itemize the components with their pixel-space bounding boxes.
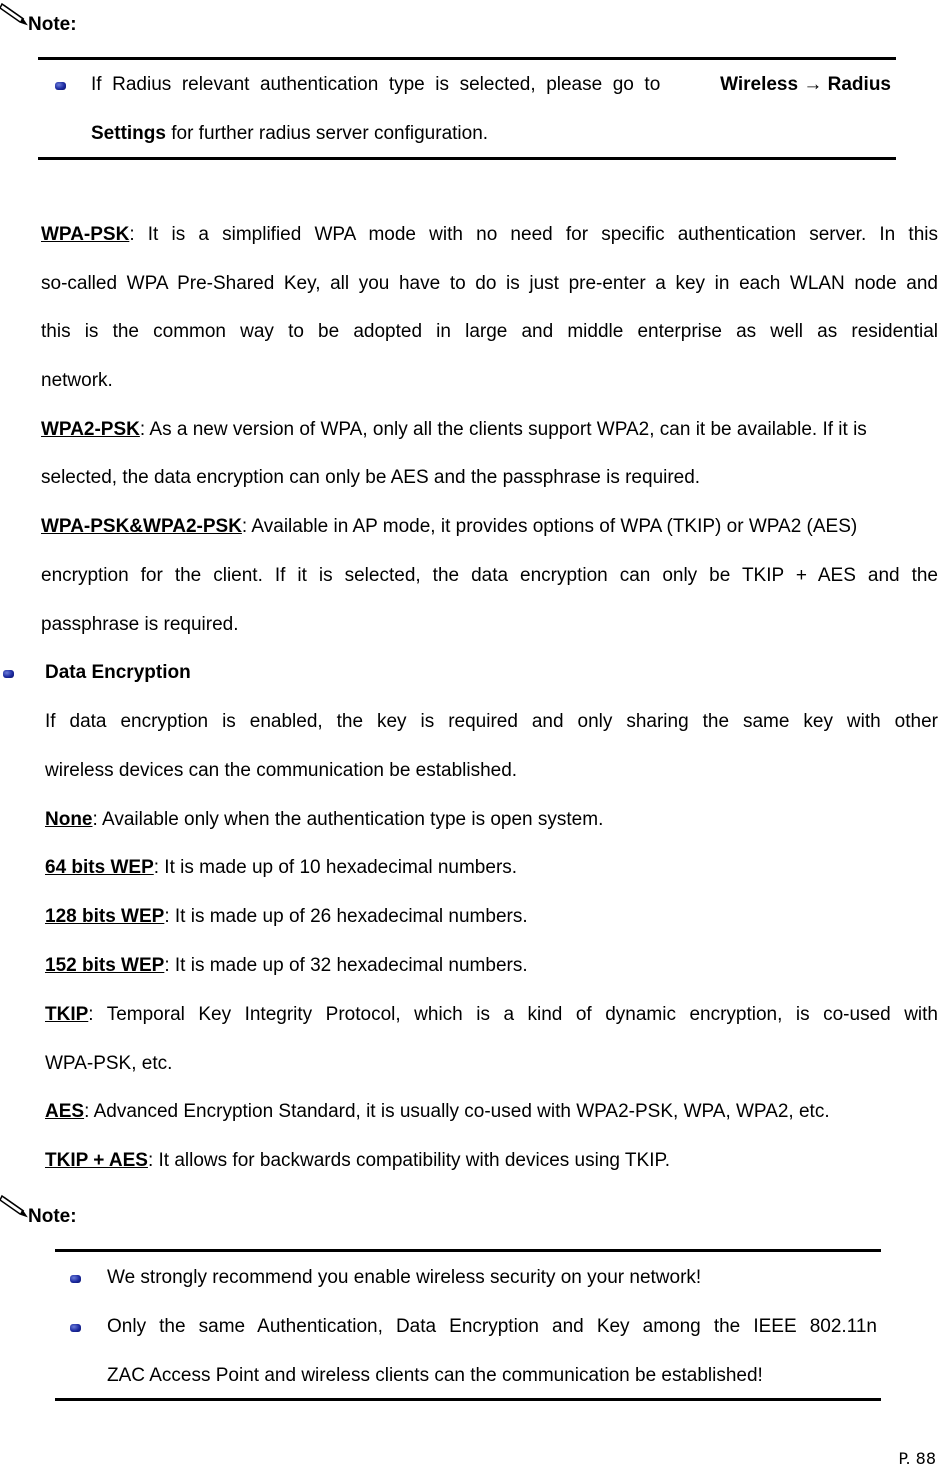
data-encryption-heading: Data Encryption [45,662,191,683]
wpa-psk-line2: so-called WPA Pre-Shared Key, all you have to do is just pre-enter a key in each WLAN node and [41,273,938,294]
page-number: P. 88 [898,1449,936,1468]
pencil-icon [0,1194,28,1220]
note-rule-bottom [38,157,896,160]
bullet-icon [70,1275,81,1283]
data-encryption-intro1: If data encryption is enabled, the key is required and only sharing the same key with other [45,711,938,732]
data-encryption-intro2: wireless devices can the communication be established. [45,760,518,781]
wep128-line: 128 bits WEP: It is made up of 26 hexadecimal numbers. [45,906,528,927]
note-label: Note: [28,14,77,35]
tkip-line2: WPA-PSK, etc. [45,1053,173,1074]
wep64-line: 64 bits WEP: It is made up of 10 hexadecimal numbers. [45,857,518,878]
wpa-psk-term: WPA-PSK [41,224,130,245]
note2-bullet1: We strongly recommend you enable wireless security on your network! [107,1267,702,1288]
note-label: Note: [28,1206,77,1227]
pencil-icon [0,2,28,28]
note1-line1: If Radius relevant authentication type is selected, please go to Wireless → Radius [91,74,891,95]
wpa-wpa2-psk-line2: encryption for the client. If it is selected, the data encryption can only be TKIP + AES and the [41,565,938,586]
wpa-psk-line3: this is the common way to be adopted in large and middle enterprise as well as residential [41,321,938,342]
note2-bullet2-line1: Only the same Authentication, Data Encryption and Key among the IEEE 802.11n [107,1316,877,1337]
note-rule-top [38,57,896,60]
note1-line2: Settings for further radius server configuration. [91,123,489,144]
wpa2-psk-term: WPA2-PSK [41,419,140,440]
bullet-icon [55,82,66,90]
aes-line: AES: Advanced Encryption Standard, it is usually co-used with WPA2-PSK, WPA, WPA2, etc. [45,1101,830,1122]
wpa2-psk-line2: selected, the data encryption can only be AES and the passphrase is required. [41,467,701,488]
wpa-wpa2-psk-line1: WPA-PSK&WPA2-PSK : Available in AP mode, it provides options of WPA (TKIP) or WPA2 (AES) [41,516,858,537]
tkip-aes-line: TKIP + AES: It allows for backwards compatibility with devices using TKIP. [45,1150,670,1171]
bullet-icon [70,1324,81,1332]
wpa-wpa2-psk-line3: passphrase is required. [41,614,239,635]
none-line: None: Available only when the authentication type is open system. [45,809,604,830]
note-header-1 [0,2,77,36]
note2-bullet2-line2: ZAC Access Point and wireless clients can the communication be established! [107,1365,763,1386]
arrow-icon: → [803,74,823,95]
tkip-line1: TKIP : Temporal Key Integrity Protocol, which is a kind of dynamic encryption, is co-used with [45,1004,938,1025]
note2-rule-top [55,1249,881,1252]
bullet-icon [3,670,14,678]
wpa-wpa2-psk-term: WPA-PSK&WPA2-PSK [41,516,242,537]
wep152-line: 152 bits WEP: It is made up of 32 hexadecimal numbers. [45,955,528,976]
wpa-psk-line1: WPA-PSK : It is a simplified WPA mode with no need for specific authentication server. In this [41,224,938,245]
note2-rule-bottom [55,1398,881,1401]
wpa-psk-line4: network. [41,370,113,391]
note-header-2 [0,1194,77,1228]
wpa2-psk-line1: WPA2-PSK : As a new version of WPA, only all the clients support WPA2, can it be available. If it is [41,419,867,440]
